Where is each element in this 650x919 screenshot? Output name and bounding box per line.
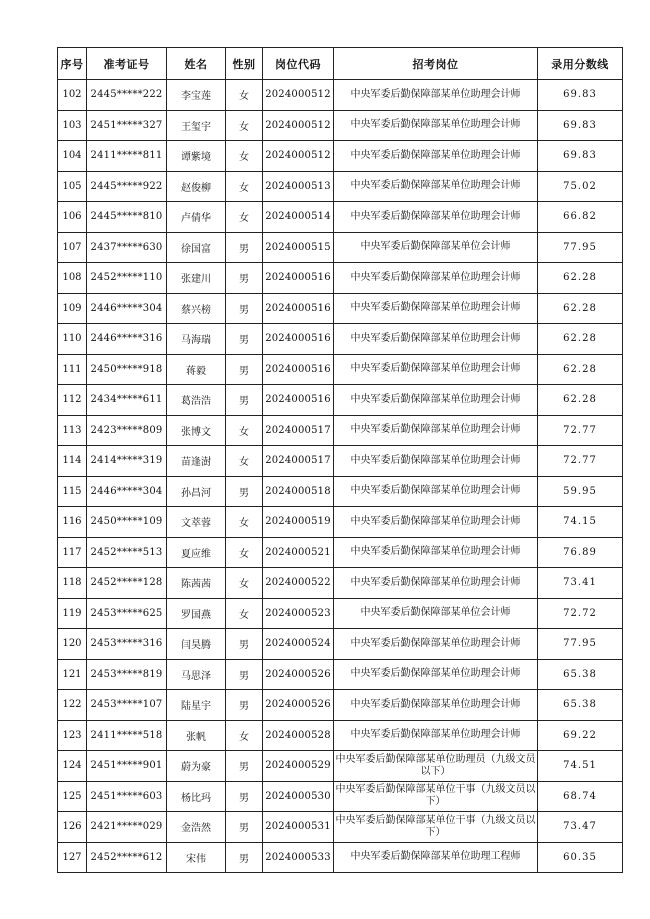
admission-score-cell: 59.95 [538, 476, 623, 507]
header-name: 姓名 [167, 48, 226, 80]
position-title-cell: 中央军委后勤保障部某单位助理会计师 [334, 293, 538, 324]
header-recruited-position: 招考岗位 [334, 48, 538, 80]
position-title-cell: 中央军委后勤保障部某单位助理员（九级文员以下） [334, 751, 538, 782]
gender-cell: 女 [226, 537, 263, 568]
exam-ticket-number-cell: 2411*****518 [87, 720, 167, 751]
position-code-cell: 2024000513 [263, 171, 334, 202]
admission-score-cell: 74.15 [538, 507, 623, 538]
position-code-cell: 2024000515 [263, 232, 334, 263]
admission-score-cell: 77.95 [538, 232, 623, 263]
position-title-cell: 中央军委后勤保障部某单位助理会计师 [334, 415, 538, 446]
candidate-name-cell: 李宝莲 [167, 80, 226, 111]
exam-ticket-number-cell: 2421*****029 [87, 812, 167, 843]
table-row [58, 690, 623, 721]
position-code-cell: 2024000522 [263, 568, 334, 599]
position-code-cell: 2024000517 [263, 415, 334, 446]
exam-ticket-number-cell: 2453*****625 [87, 598, 167, 629]
serial-number-cell: 126 [58, 812, 87, 843]
table-row [58, 598, 623, 629]
candidate-name-cell: 张建川 [167, 263, 226, 294]
exam-ticket-number-cell: 2446*****304 [87, 476, 167, 507]
position-title-cell: 中央军委后勤保障部某单位助理会计师 [334, 476, 538, 507]
position-title-cell: 中央军委后勤保障部某单位干事（九级文员以下） [334, 812, 538, 843]
table-row [58, 568, 623, 599]
gender-cell: 女 [226, 446, 263, 477]
exam-ticket-number-cell: 2434*****611 [87, 385, 167, 416]
candidate-name-cell: 夏应维 [167, 537, 226, 568]
position-code-cell: 2024000526 [263, 690, 334, 721]
position-title-cell: 中央军委后勤保障部某单位助理会计师 [334, 110, 538, 141]
header-serial-number: 序号 [58, 48, 87, 80]
serial-number-cell: 102 [58, 80, 87, 111]
position-code-cell: 2024000524 [263, 629, 334, 660]
admission-score-cell: 65.38 [538, 659, 623, 690]
table-row [58, 507, 623, 538]
serial-number-cell: 108 [58, 263, 87, 294]
candidate-name-cell: 蔚为豪 [167, 751, 226, 782]
candidate-name-cell: 宋伟 [167, 842, 226, 873]
table-row [58, 476, 623, 507]
candidate-name-cell: 卢倩华 [167, 202, 226, 233]
candidate-name-cell: 徐国富 [167, 232, 226, 263]
candidate-name-cell: 葛浩浩 [167, 385, 226, 416]
position-title-cell: 中央军委后勤保障部某单位助理会计师 [334, 507, 538, 538]
position-title-cell: 中央军委后勤保障部某单位助理会计师 [334, 141, 538, 172]
serial-number-cell: 127 [58, 842, 87, 873]
candidate-name-cell: 苗逢澍 [167, 446, 226, 477]
serial-number-cell: 104 [58, 141, 87, 172]
exam-ticket-number-cell: 2411*****811 [87, 141, 167, 172]
candidate-name-cell: 陆星宇 [167, 690, 226, 721]
table-row [58, 629, 623, 660]
position-title-cell: 中央军委后勤保障部某单位助理会计师 [334, 385, 538, 416]
serial-number-cell: 113 [58, 415, 87, 446]
candidate-name-cell: 马思泽 [167, 659, 226, 690]
serial-number-cell: 117 [58, 537, 87, 568]
gender-cell: 女 [226, 415, 263, 446]
position-code-cell: 2024000516 [263, 263, 334, 294]
gender-cell: 女 [226, 141, 263, 172]
position-code-cell: 2024000514 [263, 202, 334, 233]
position-title-cell: 中央军委后勤保障部某单位助理会计师 [334, 720, 538, 751]
exam-ticket-number-cell: 2451*****327 [87, 110, 167, 141]
serial-number-cell: 112 [58, 385, 87, 416]
gender-cell: 女 [226, 568, 263, 599]
header-admission-score: 录用分数线 [538, 48, 623, 80]
gender-cell: 男 [226, 293, 263, 324]
exam-ticket-number-cell: 2423*****809 [87, 415, 167, 446]
admission-score-cell: 74.51 [538, 751, 623, 782]
serial-number-cell: 115 [58, 476, 87, 507]
position-title-cell: 中央军委后勤保障部某单位干事（九级文员以下） [334, 781, 538, 812]
gender-cell: 男 [226, 324, 263, 355]
serial-number-cell: 118 [58, 568, 87, 599]
table-row [58, 842, 623, 873]
gender-cell: 女 [226, 598, 263, 629]
gender-cell: 男 [226, 476, 263, 507]
table-row [58, 446, 623, 477]
position-title-cell: 中央军委后勤保障部某单位助理会计师 [334, 446, 538, 477]
exam-ticket-number-cell: 2453*****316 [87, 629, 167, 660]
position-title-cell: 中央军委后勤保障部某单位助理会计师 [334, 354, 538, 385]
serial-number-cell: 106 [58, 202, 87, 233]
gender-cell: 男 [226, 781, 263, 812]
table-header [58, 48, 623, 80]
position-code-cell: 2024000521 [263, 537, 334, 568]
position-code-cell: 2024000516 [263, 293, 334, 324]
table-row [58, 537, 623, 568]
serial-number-cell: 120 [58, 629, 87, 660]
table-row [58, 812, 623, 843]
candidate-name-cell: 罗国燕 [167, 598, 226, 629]
table-row [58, 354, 623, 385]
position-title-cell: 中央军委后勤保障部某单位助理会计师 [334, 659, 538, 690]
candidate-name-cell: 张帆 [167, 720, 226, 751]
gender-cell: 女 [226, 110, 263, 141]
position-code-cell: 2024000528 [263, 720, 334, 751]
candidate-name-cell: 文萃蓉 [167, 507, 226, 538]
admission-score-cell: 66.82 [538, 202, 623, 233]
table-row [58, 385, 623, 416]
admission-score-cell: 69.22 [538, 720, 623, 751]
table-row [58, 232, 623, 263]
gender-cell: 女 [226, 720, 263, 751]
gender-cell: 女 [226, 507, 263, 538]
serial-number-cell: 123 [58, 720, 87, 751]
admission-score-cell: 72.77 [538, 446, 623, 477]
admission-score-cell: 75.02 [538, 171, 623, 202]
exam-ticket-number-cell: 2453*****107 [87, 690, 167, 721]
position-code-cell: 2024000516 [263, 385, 334, 416]
serial-number-cell: 119 [58, 598, 87, 629]
table-row [58, 781, 623, 812]
table-row [58, 720, 623, 751]
exam-ticket-number-cell: 2452*****128 [87, 568, 167, 599]
position-title-cell: 中央军委后勤保障部某单位助理会计师 [334, 202, 538, 233]
exam-ticket-number-cell: 2452*****612 [87, 842, 167, 873]
gender-cell: 男 [226, 690, 263, 721]
candidate-name-cell: 闫昊腾 [167, 629, 226, 660]
admission-score-cell: 68.74 [538, 781, 623, 812]
table-row [58, 263, 623, 294]
exam-ticket-number-cell: 2453*****819 [87, 659, 167, 690]
exam-ticket-number-cell: 2414*****319 [87, 446, 167, 477]
header-row [58, 48, 623, 80]
candidate-name-cell: 孙昌河 [167, 476, 226, 507]
position-code-cell: 2024000523 [263, 598, 334, 629]
gender-cell: 男 [226, 385, 263, 416]
admission-score-cell: 62.28 [538, 354, 623, 385]
gender-cell: 男 [226, 659, 263, 690]
table-row [58, 141, 623, 172]
table-row [58, 415, 623, 446]
exam-ticket-number-cell: 2450*****109 [87, 507, 167, 538]
serial-number-cell: 121 [58, 659, 87, 690]
candidate-name-cell: 蒋毅 [167, 354, 226, 385]
gender-cell: 男 [226, 232, 263, 263]
position-title-cell: 中央军委后勤保障部某单位助理会计师 [334, 690, 538, 721]
header-position-code: 岗位代码 [263, 48, 334, 80]
admission-score-cell: 65.38 [538, 690, 623, 721]
serial-number-cell: 114 [58, 446, 87, 477]
gender-cell: 男 [226, 812, 263, 843]
candidate-name-cell: 杨比玛 [167, 781, 226, 812]
position-code-cell: 2024000517 [263, 446, 334, 477]
admission-score-cell: 62.28 [538, 385, 623, 416]
admission-score-cell: 77.95 [538, 629, 623, 660]
gender-cell: 男 [226, 354, 263, 385]
position-code-cell: 2024000512 [263, 141, 334, 172]
position-code-cell: 2024000531 [263, 812, 334, 843]
position-title-cell: 中央军委后勤保障部某单位助理会计师 [334, 537, 538, 568]
candidate-name-cell: 张博文 [167, 415, 226, 446]
position-title-cell: 中央军委后勤保障部某单位助理会计师 [334, 263, 538, 294]
exam-ticket-number-cell: 2445*****810 [87, 202, 167, 233]
exam-ticket-number-cell: 2445*****922 [87, 171, 167, 202]
gender-cell: 男 [226, 629, 263, 660]
gender-cell: 女 [226, 171, 263, 202]
position-title-cell: 中央军委后勤保障部某单位助理会计师 [334, 629, 538, 660]
position-code-cell: 2024000526 [263, 659, 334, 690]
table-row [58, 202, 623, 233]
admission-score-cell: 72.72 [538, 598, 623, 629]
position-code-cell: 2024000516 [263, 354, 334, 385]
admission-score-cell: 73.47 [538, 812, 623, 843]
exam-ticket-number-cell: 2446*****304 [87, 293, 167, 324]
position-code-cell: 2024000530 [263, 781, 334, 812]
header-gender: 性别 [226, 48, 263, 80]
candidate-name-cell: 马海瑞 [167, 324, 226, 355]
serial-number-cell: 105 [58, 171, 87, 202]
exam-ticket-number-cell: 2452*****110 [87, 263, 167, 294]
table-row [58, 751, 623, 782]
admission-score-cell: 72.77 [538, 415, 623, 446]
serial-number-cell: 111 [58, 354, 87, 385]
candidate-name-cell: 王玺宇 [167, 110, 226, 141]
exam-ticket-number-cell: 2450*****918 [87, 354, 167, 385]
candidate-name-cell: 谭紫境 [167, 141, 226, 172]
candidate-name-cell: 金浩然 [167, 812, 226, 843]
position-code-cell: 2024000512 [263, 80, 334, 111]
table-row [58, 80, 623, 111]
serial-number-cell: 103 [58, 110, 87, 141]
serial-number-cell: 122 [58, 690, 87, 721]
candidate-name-cell: 陈茜茜 [167, 568, 226, 599]
exam-ticket-number-cell: 2437*****630 [87, 232, 167, 263]
table-row [58, 293, 623, 324]
exam-ticket-number-cell: 2451*****901 [87, 751, 167, 782]
admission-score-cell: 73.41 [538, 568, 623, 599]
candidate-name-cell: 赵俊柳 [167, 171, 226, 202]
position-code-cell: 2024000516 [263, 324, 334, 355]
table-body [58, 80, 623, 873]
position-code-cell: 2024000529 [263, 751, 334, 782]
exam-ticket-number-cell: 2446*****316 [87, 324, 167, 355]
serial-number-cell: 124 [58, 751, 87, 782]
gender-cell: 男 [226, 842, 263, 873]
admission-score-cell: 76.89 [538, 537, 623, 568]
position-title-cell: 中央军委后勤保障部某单位助理会计师 [334, 80, 538, 111]
admission-score-cell: 60.35 [538, 842, 623, 873]
position-title-cell: 中央军委后勤保障部某单位会计师 [334, 232, 538, 263]
exam-ticket-number-cell: 2445*****222 [87, 80, 167, 111]
admission-score-cell: 62.28 [538, 293, 623, 324]
position-title-cell: 中央军委后勤保障部某单位助理会计师 [334, 324, 538, 355]
gender-cell: 女 [226, 80, 263, 111]
admission-score-cell: 69.83 [538, 80, 623, 111]
table-row [58, 659, 623, 690]
admission-score-table [57, 47, 623, 873]
serial-number-cell: 125 [58, 781, 87, 812]
gender-cell: 男 [226, 751, 263, 782]
admission-score-cell: 69.83 [538, 141, 623, 172]
position-code-cell: 2024000512 [263, 110, 334, 141]
position-title-cell: 中央军委后勤保障部某单位会计师 [334, 598, 538, 629]
admission-score-cell: 62.28 [538, 324, 623, 355]
position-title-cell: 中央军委后勤保障部某单位助理会计师 [334, 171, 538, 202]
exam-ticket-number-cell: 2451*****603 [87, 781, 167, 812]
gender-cell: 女 [226, 202, 263, 233]
candidate-name-cell: 蔡兴榜 [167, 293, 226, 324]
serial-number-cell: 107 [58, 232, 87, 263]
table-row [58, 171, 623, 202]
serial-number-cell: 116 [58, 507, 87, 538]
position-code-cell: 2024000533 [263, 842, 334, 873]
header-exam-ticket-number: 准考证号 [87, 48, 167, 80]
admission-score-cell: 62.28 [538, 263, 623, 294]
table-row [58, 110, 623, 141]
position-title-cell: 中央军委后勤保障部某单位助理工程师 [334, 842, 538, 873]
position-title-cell: 中央军委后勤保障部某单位助理会计师 [334, 568, 538, 599]
table-row [58, 324, 623, 355]
position-code-cell: 2024000519 [263, 507, 334, 538]
serial-number-cell: 110 [58, 324, 87, 355]
serial-number-cell: 109 [58, 293, 87, 324]
gender-cell: 男 [226, 263, 263, 294]
position-code-cell: 2024000518 [263, 476, 334, 507]
admission-score-cell: 69.83 [538, 110, 623, 141]
exam-ticket-number-cell: 2452*****513 [87, 537, 167, 568]
